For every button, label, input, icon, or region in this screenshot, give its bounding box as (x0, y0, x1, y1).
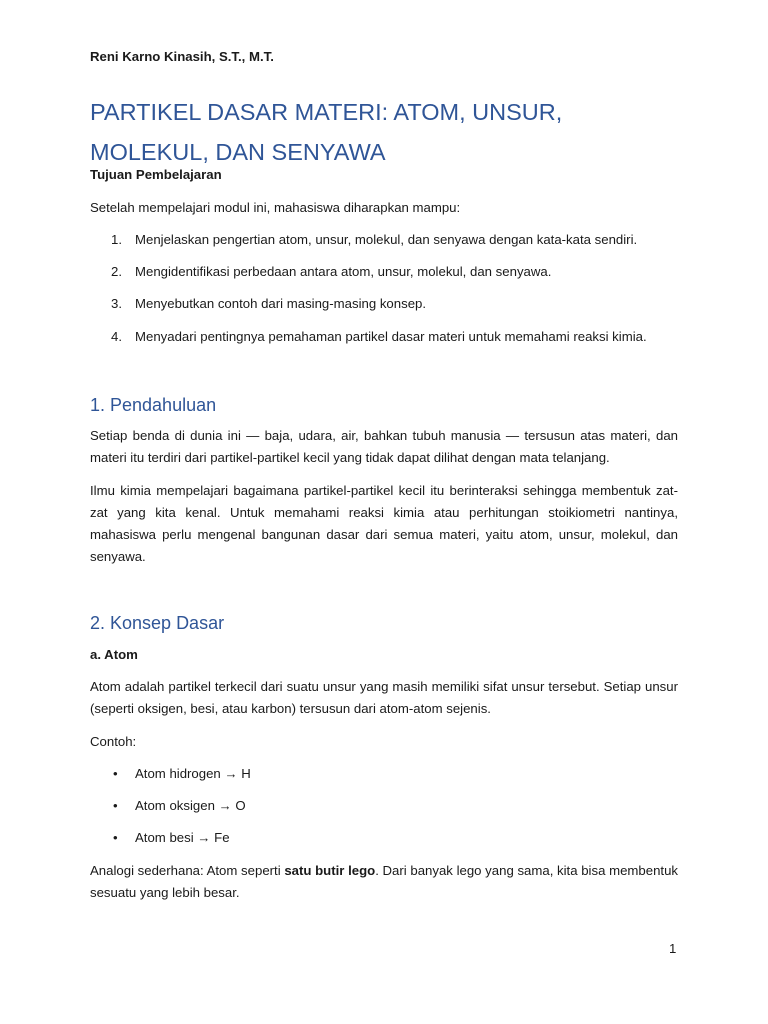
bullet-icon: • (113, 798, 118, 813)
objectives-intro: Setelah mempelajari modul ini, mahasiswa diharapkan mampu: (90, 200, 461, 215)
objective-text: Menyadari pentingnya pemahaman partikel dasar materi untuk memahami reaksi kimia. (135, 329, 647, 344)
example-text: Atom oksigen → O (135, 798, 246, 813)
atom-definition-paragraph: Atom adalah partikel terkecil dari suatu unsur yang masih memiliki sifat unsur tersebut. Setiap unsur (seperti oksigen, besi, atau karbon) tersusun dari atom-atom sejenis. (90, 679, 678, 716)
objective-text: Menyebutkan contoh dari masing-masing konsep. (135, 296, 427, 311)
objective-number: 4. (111, 329, 122, 344)
author-name: Reni Karno Kinasih, S.T., M.T. (90, 49, 274, 64)
analogy-text-before: Analogi sederhana: Atom seperti (90, 863, 285, 878)
objectives-heading: Tujuan Pembelajaran (90, 167, 222, 182)
example-text: Atom hidrogen → H (135, 766, 251, 781)
section-heading-konsep-dasar: 2. Konsep Dasar (90, 613, 225, 633)
analogy-emphasis: satu butir lego (284, 863, 376, 878)
objective-number: 3. (111, 296, 122, 311)
objective-number: 1. (111, 232, 122, 247)
examples-label: Contoh: (90, 734, 137, 749)
bullet-icon: • (113, 830, 118, 845)
pendahuluan-paragraph-1: Setiap benda di dunia ini — baja, udara, air, bahkan tubuh manusia — tersusun atas materi, dan materi itu terdiri dari partikel-partikel kecil yang tidak dapat dilihat dengan mata telanjang. (90, 428, 678, 465)
subheading-atom: a. Atom (90, 647, 138, 662)
example-text: Atom besi → Fe (135, 830, 230, 845)
objective-text: Menjelaskan pengertian atom, unsur, molekul, dan senyawa dengan kata-kata sendiri. (135, 232, 638, 247)
objective-number: 2. (111, 264, 122, 279)
analogy-text-after: . Dari banyak lego yang sama, kita bisa membentuk sesuatu yang lebih besar. (90, 863, 678, 900)
pendahuluan-paragraph-2: Ilmu kimia mempelajari bagaimana partikel-partikel kecil itu berinteraksi sehingga membentuk zat-zat yang kita kenal. Untuk memahami reaksi kimia atau perhitungan stoikiometri nantinya, mahasiswa perlu mengenal bangunan dasar dari semua materi, yaitu atom, unsur, molekul, dan senyawa. (90, 483, 678, 564)
analogy-paragraph (90, 860, 678, 904)
section-heading-pendahuluan: 1. Pendahuluan (90, 395, 217, 415)
page-number: 1 (669, 941, 677, 956)
document-title: PARTIKEL DASAR MATERI: ATOM, UNSUR, MOLEKUL, DAN SENYAWA (90, 99, 563, 165)
bullet-icon: • (113, 766, 118, 781)
objective-text: Mengidentifikasi perbedaan antara atom, unsur, molekul, dan senyawa. (135, 264, 552, 279)
